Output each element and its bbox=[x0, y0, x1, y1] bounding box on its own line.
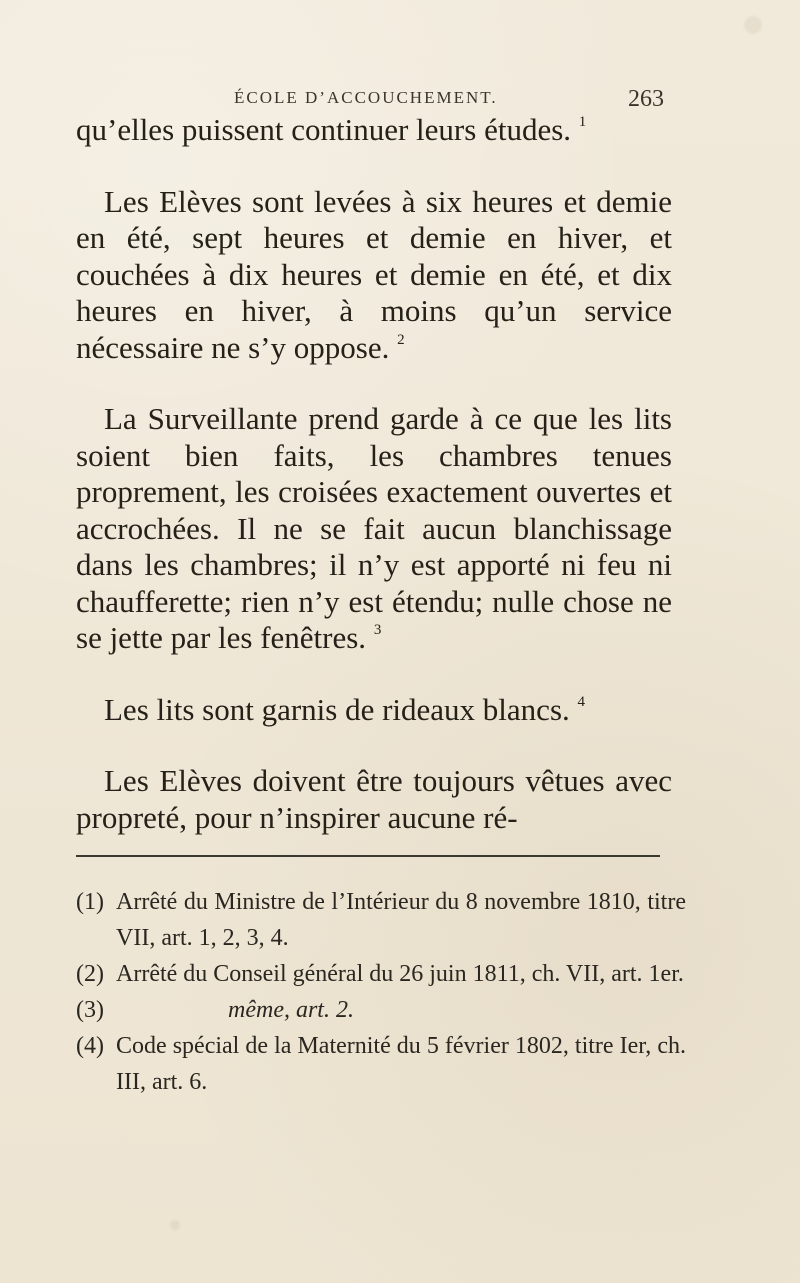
footnote-4 bbox=[76, 1028, 686, 1100]
footnote-text: même, art. 2. bbox=[228, 997, 354, 1023]
footnote-mark: (4) bbox=[76, 1033, 104, 1059]
paper-stain bbox=[744, 16, 762, 34]
footnotes bbox=[76, 884, 686, 1100]
page-number: 263 bbox=[628, 86, 664, 112]
paper-stain bbox=[170, 1220, 180, 1230]
main-text bbox=[76, 112, 672, 836]
paragraph-room-rules bbox=[76, 401, 672, 657]
footnote-reference: 3 bbox=[373, 622, 382, 638]
paragraph-text: La Surveillante prend garde à ce que les lits soient bien faits, les chambres tenues proprement, les croisées exactement ouvertes et accrochées. Il ne se fait aucun blanchissage dans les chambres; il n’y est apporté ni feu ni chaufferette; rien n’y est étendu; nulle chose ne se jette par les fenêtres. bbox=[76, 401, 672, 655]
paragraph-beds bbox=[76, 692, 672, 729]
footnote-mark: (2) bbox=[76, 961, 104, 987]
paragraph-text: Les Elèves sont levées à six heures et demie en été, sept heures et demie en hiver, et couchées à dix heures et demie en été, et dix heures en hiver, à moins qu’un service nécessaire ne s’y oppose. bbox=[76, 183, 672, 365]
footnote-3 bbox=[76, 992, 686, 1028]
running-head bbox=[234, 88, 664, 112]
paragraph-dress bbox=[76, 763, 672, 836]
footnote-separator bbox=[76, 855, 660, 857]
footnote-mark: (3) bbox=[76, 997, 104, 1023]
footnote-2 bbox=[76, 956, 686, 992]
paragraph-text: qu’elles puissent continuer leurs études. bbox=[76, 112, 572, 147]
footnote-text: Arrêté du Conseil général du 26 juin 1811, ch. VII, art. 1er. bbox=[116, 961, 684, 987]
footnote-1 bbox=[76, 884, 686, 956]
paragraph-text: Les Elèves doivent être toujours vêtues avec propreté, pour n’inspirer aucune ré- bbox=[76, 763, 672, 835]
footnote-mark: (1) bbox=[76, 889, 104, 915]
paragraph-continuation bbox=[76, 112, 672, 149]
footnote-reference: 4 bbox=[577, 693, 586, 710]
paragraph-text: Les lits sont garnis de rideaux blancs. bbox=[104, 691, 570, 727]
footnote-text: Arrêté du Ministre de l’Intérieur du 8 novembre 1810, titre VII, art. 1, 2, 3, 4. bbox=[116, 889, 686, 951]
paragraph-waking-hours bbox=[76, 184, 672, 367]
footnote-text: Code spécial de la Maternité du 5 février 1802, titre Ier, ch. III, art. 6. bbox=[116, 1033, 686, 1095]
footnote-reference: 1 bbox=[578, 114, 587, 130]
running-title: ÉCOLE D’ACCOUCHEMENT. bbox=[234, 88, 498, 107]
footnote-reference: 2 bbox=[397, 331, 405, 348]
